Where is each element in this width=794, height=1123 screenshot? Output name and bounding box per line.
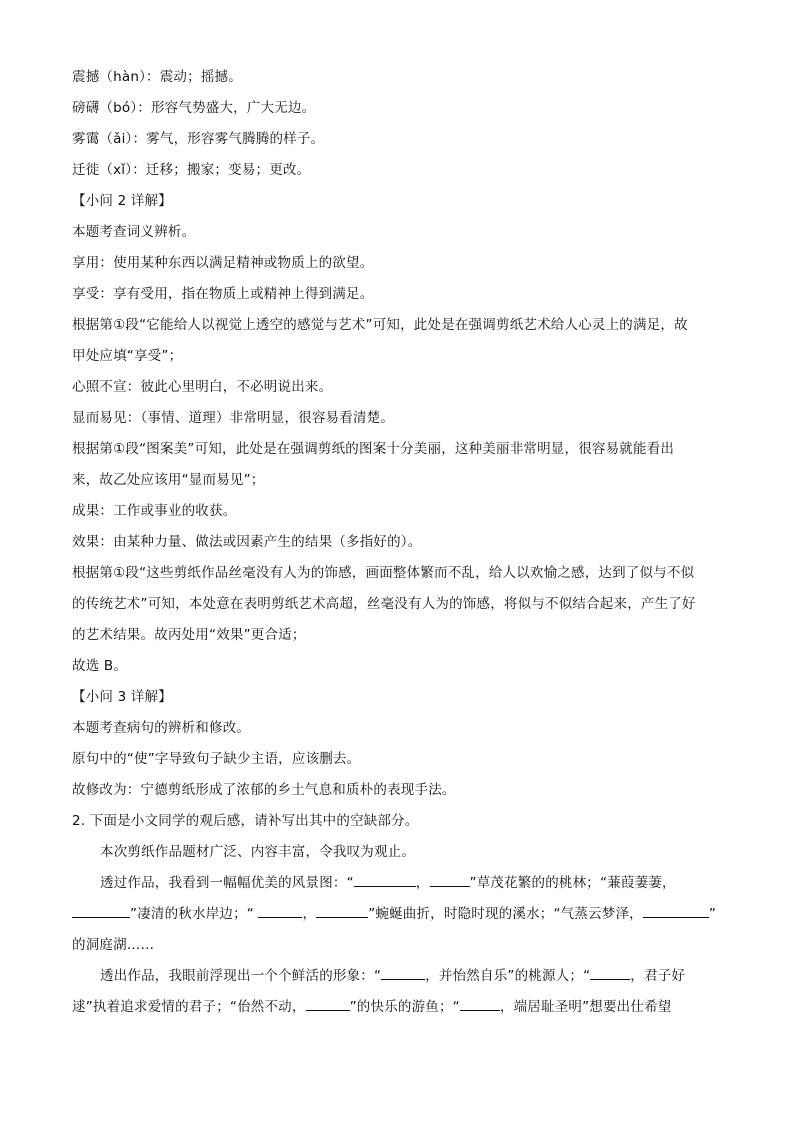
fill-blank[interactable] <box>354 872 416 887</box>
paragraph-intro: 本次剪纸作品题材广泛、内容丰富，令我叹为观止。 <box>100 844 416 860</box>
text-line: 享受：享有受用，指在物质上或精神上得到满足。 <box>72 286 374 302</box>
paragraph-scenery-line-3: 的洞庭湖…… <box>72 937 155 953</box>
document-page <box>72 62 722 1023</box>
section-heading: 【小问 2 详解】 <box>72 193 172 209</box>
fill-blank[interactable] <box>590 965 630 980</box>
text-segment: ”草茂花繁的的桃林；“蒹葭萋萋， <box>469 875 676 891</box>
text-line: 来，故乙处应该用“显而易见”； <box>72 472 265 488</box>
text-line: 心照不宣：彼此心里明白，不必明说出来。 <box>72 379 333 395</box>
text-line: 甲处应填“享受”； <box>72 348 183 364</box>
text-segment: ，君子好 <box>630 968 686 984</box>
text-segment: ， <box>415 875 430 891</box>
text-segment: ” <box>708 906 717 922</box>
text-segment: ，端居耻圣明”想要出仕希望 <box>499 999 672 1015</box>
paragraph-figures-line-2 <box>72 992 722 1023</box>
text-segment: ， <box>302 906 317 922</box>
section-heading: 【小问 3 详解】 <box>72 689 172 705</box>
text-line: 雾霭（ǎi）：雾气，形容雾气腾腾的样子。 <box>72 131 325 147</box>
text-line: 磅礴（bó）：形容气势盛大，广大无边。 <box>72 100 316 116</box>
text-line: 本题考查病句的辨析和修改。 <box>72 720 251 736</box>
fill-blank[interactable] <box>460 996 500 1011</box>
text-line: 享用：使用某种东西以满足精神或物质上的欲望。 <box>72 255 374 271</box>
text-segment: ”蜿蜒曲折，时隐时现的溪水；“气蒸云梦泽， <box>368 906 643 922</box>
text-segment: 透出作品，我眼前浮现出一个个鲜活的形象：“ <box>100 968 382 984</box>
paragraph-scenery-line-2 <box>72 899 722 930</box>
fill-blank[interactable] <box>430 872 470 887</box>
paragraph-figures-line-1 <box>72 961 722 992</box>
text-line: 的传统艺术”可知，本处意在表明剪纸艺术高超，丝毫没有人为的饰感，将似与不似结合起来，产生了好 <box>72 596 696 612</box>
question-title: 2. 下面是小文同学的观后感，请补写出其中的空缺部分。 <box>72 813 419 829</box>
text-segment: ”凄清的秋水岸边；“ <box>130 906 259 922</box>
text-line: 迁徙（xǐ）：迁移；搬家；变易；更改。 <box>72 162 311 178</box>
text-line: 的艺术结果。故丙处用“效果”更合适； <box>72 627 306 643</box>
fill-blank[interactable] <box>72 903 130 918</box>
paragraph-scenery-line-1 <box>72 868 722 899</box>
text-line: 故选 B。 <box>72 658 128 674</box>
fill-blank[interactable] <box>306 996 350 1011</box>
text-line: 震撼（hàn）：震动；摇撼。 <box>72 69 242 85</box>
text-line: 效果：由某种力量、做法或因素产生的结果（多指好的）。 <box>72 534 422 550</box>
text-segment: ”的快乐的游鱼；“ <box>349 999 460 1015</box>
fill-blank[interactable] <box>258 903 302 918</box>
text-line: 根据第①段“它能给人以视觉上透空的感觉与艺术”可知，此处是在强调剪纸艺术给人心灵上的满足，故 <box>72 317 688 333</box>
text-line: 根据第①段“图案美”可知，此处是在强调剪纸的图案十分美丽，这种美丽非常明显，很容易就能看出 <box>72 441 675 457</box>
fill-blank[interactable] <box>643 903 709 918</box>
text-line: 故修改为：宁德剪纸形成了浓郁的乡土气息和质朴的表现手法。 <box>72 782 456 798</box>
text-line: 根据第①段“这些剪纸作品丝毫没有人为的饰感，画面整体繁而不乱，给人以欢愉之感，达到了似与不似 <box>72 565 695 581</box>
text-line: 显而易见：（事情、道理）非常明显，很容易看清楚。 <box>72 410 395 426</box>
text-segment: ，并怡然自乐”的桃源人；“ <box>425 968 591 984</box>
text-segment: 透过作品，我看到一幅幅优美的风景图：“ <box>100 875 354 891</box>
text-line: 本题考查词义辨析。 <box>72 224 196 240</box>
text-line: 成果：工作或事业的收获。 <box>72 503 237 519</box>
fill-blank[interactable] <box>381 965 425 980</box>
text-segment: 逑”执着追求爱情的君子；“佁然不动， <box>72 999 306 1015</box>
text-line: 原句中的“使”字导致句子缺少主语，应该删去。 <box>72 751 361 767</box>
fill-blank[interactable] <box>316 903 368 918</box>
